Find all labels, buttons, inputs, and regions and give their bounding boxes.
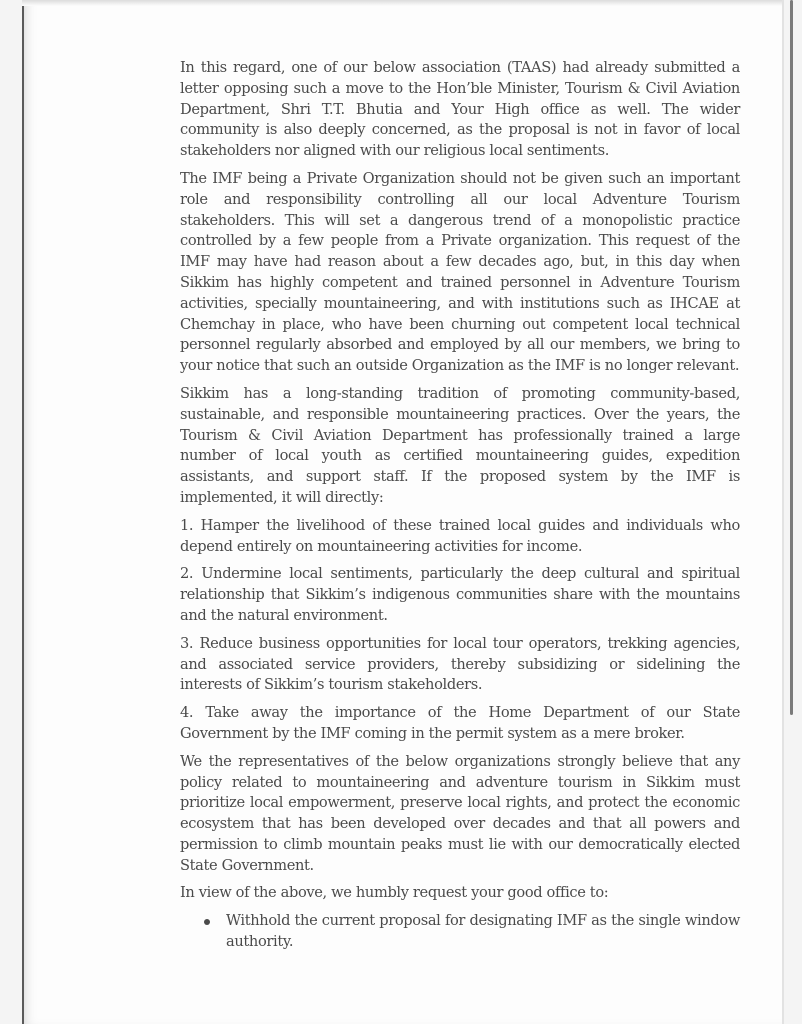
bullet-dot-icon — [204, 919, 210, 925]
paragraph-imf-private: The IMF being a Private Organization should not be given such an important role and responsibility controlling all our local Adventure Tourism stakeholders. This will set a dangerous trend of a monopolistic practice controlled by a few people from a Private organization. This request of the IMF may have had reason about a few decades ago, but, in this day when Sikkim has highly competent and trained personnel in Adventure Tourism activities, specially mountaineering, and with institutions such as IHCAE at Chemchay in place, who have been churning out competent local technical personnel regularly absorbed and employed by all our members, we bring to your notice that such an outside Organization as the IMF is no longer relevant. — [180, 169, 740, 375]
page-right-edge — [782, 0, 784, 1024]
numbered-point-3: 3. Reduce business opportunities for local tour operators, trekking agencies, and associated service providers, thereby subsidizing or sidelining the interests of Sikkim’s tourism stakeholders. — [180, 634, 740, 694]
bullet-text: Withhold the current proposal for designating IMF as the single window authority. — [226, 912, 740, 951]
page-top-edge — [22, 0, 782, 6]
numbered-point-1: 1. Hamper the livelihood of these trained local guides and individuals who depend entirely on mountaineering activities for income. — [180, 516, 740, 555]
request-intro: In view of the above, we humbly request your good office to: — [180, 884, 609, 902]
paragraph-representatives: We the representatives of the below organizations strongly believe that any policy related to mountaineering and adventure tourism in Sikkim must prioritize local empowerment, preserve local rights, and protect the economic ecosystem that has been developed over decades and that all powers and permission to climb mountain peaks must lie with our democratically elected State Government. — [180, 752, 740, 874]
numbered-point-4: 4. Take away the importance of the Home Department of our State Government by the IMF coming in the permit system as a mere broker. — [180, 704, 740, 742]
letter-body — [180, 58, 740, 953]
paragraph-sikkim-tradition: Sikkim has a long-standing tradition of promoting community-based, sustainable, and responsible mountaineering practices. Over the years, the Tourism & Civil Aviation Department has professionally trained a large number of local youth as certified mountaineering guides, expedition assistants, and support staff. If the proposed system by the IMF is implemented, it will directly: — [180, 384, 740, 506]
scroll-shadow-line — [790, 0, 793, 715]
bullet-item — [180, 911, 740, 953]
numbered-point-2: 2. Undermine local sentiments, particularly the deep cultural and spiritual relationship that Sikkim’s indigenous communities share with the mountains and the natural environment. — [180, 565, 740, 624]
paragraph-taas-letter: In this regard, one of our below association (TAAS) had already submitted a letter opposing such a move to the Hon’ble Minister, Tourism & Civil Aviation Department, Shri T.T. Bhutia and Your High office as well. The wider community is also deeply concerned, as the proposal is not in favor of local stakeholders nor aligned with our religious local sentiments. — [180, 59, 740, 160]
